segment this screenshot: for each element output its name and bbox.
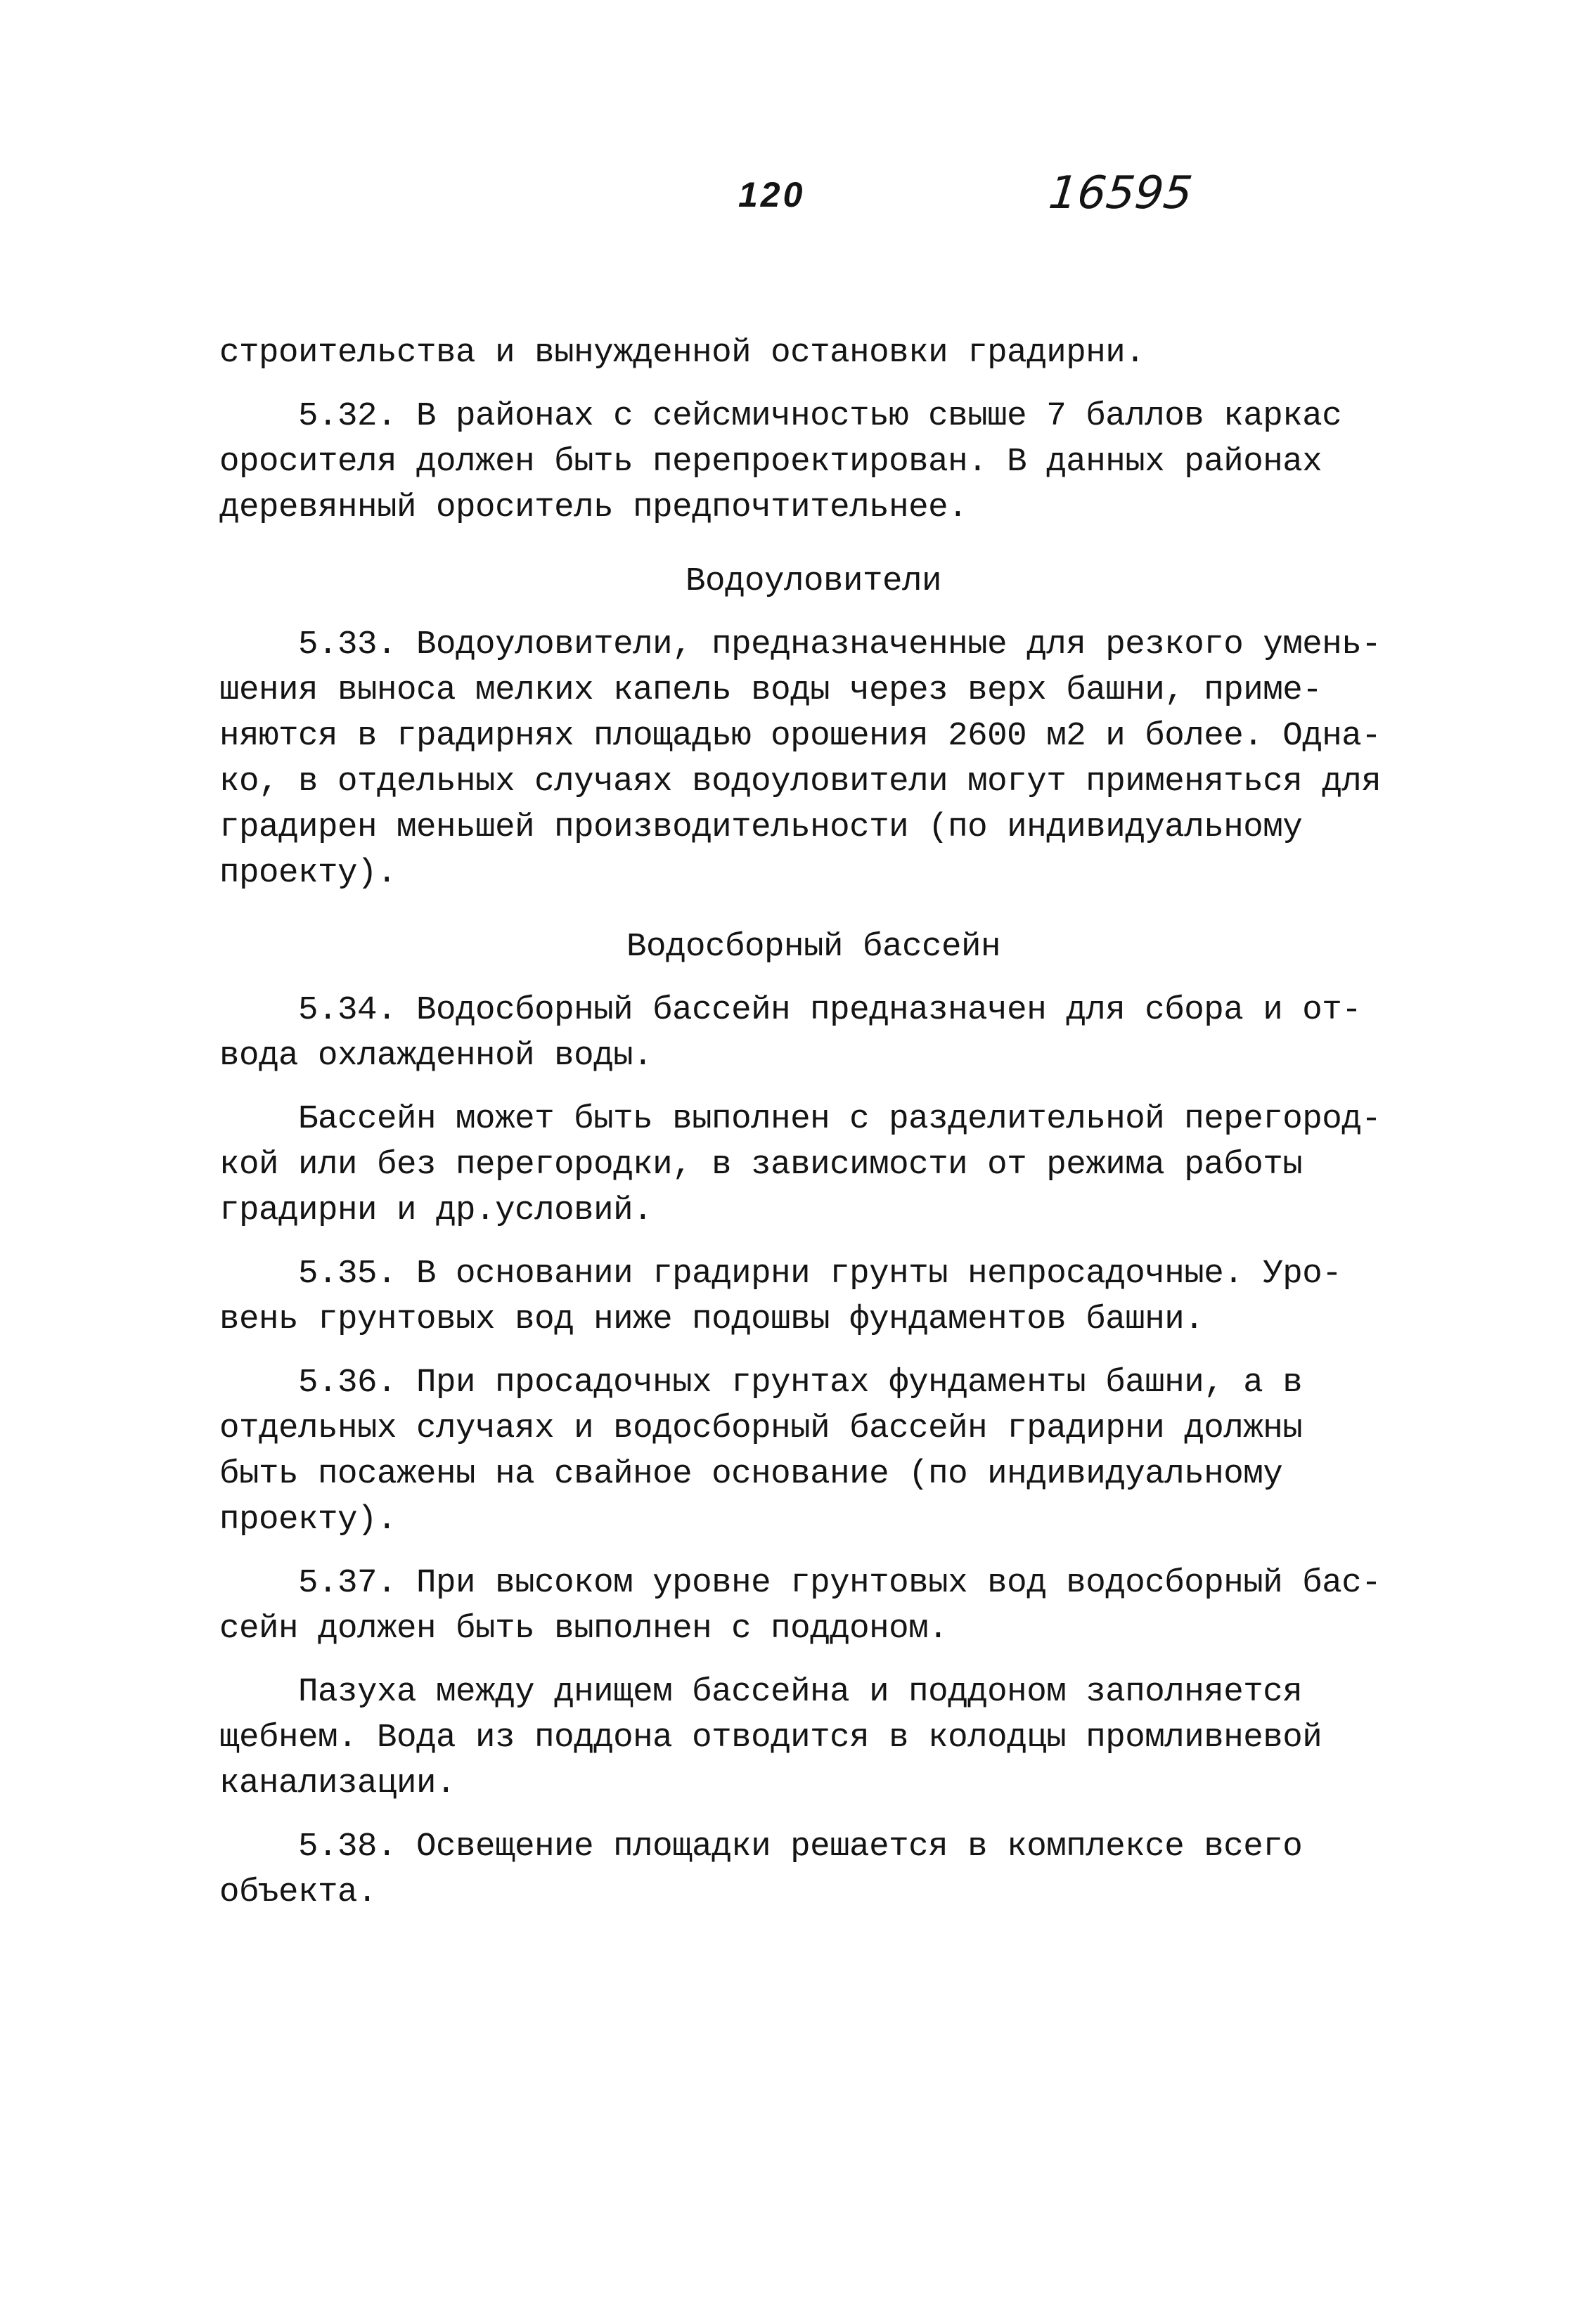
section-heading-collection-basin: Водосборный бассейн	[626, 928, 1001, 966]
text-line: строительства и вынужденной остановки градирни.	[219, 334, 1145, 372]
text-line: вень грунтовых вод ниже подошвы фундаментов башни.	[219, 1300, 1204, 1338]
text-line: 5.38. Освещение площадки решается в комплексе всего	[219, 1828, 1303, 1866]
text-line: вода охлажденной воды.	[219, 1037, 653, 1075]
text-line: проекту).	[219, 1501, 397, 1539]
text-line: проекту).	[219, 854, 397, 892]
paragraph-5-32	[219, 394, 1408, 531]
text-line: няются в градирнях площадью орошения 2600 м2 и более. Одна-	[219, 717, 1382, 755]
paragraph-5-35	[219, 1251, 1408, 1343]
document-body	[219, 330, 1408, 1916]
text-line: канализации.	[219, 1764, 456, 1802]
text-line: объекта.	[219, 1873, 378, 1911]
section-heading-water-catchers: Водоуловители	[685, 562, 942, 600]
paragraph-5-34	[219, 988, 1408, 1079]
paragraph-5-37-continued	[219, 1670, 1408, 1807]
text-line: градирен меньшей производительности (по индивидуальному	[219, 808, 1303, 846]
text-line: 5.36. При просадочных грунтах фундаменты башни, а в	[219, 1364, 1303, 1402]
text-line: кой или без перегородки, в зависимости от режима работы	[219, 1146, 1303, 1184]
text-line: 5.37. При высоком уровне грунтовых вод водосборный бас-	[219, 1564, 1382, 1602]
text-line: быть посажены на свайное основание (по индивидуальному	[219, 1455, 1283, 1493]
text-line: отдельных случаях и водосборный бассейн градирни должны	[219, 1409, 1303, 1447]
text-line: шения выноса мелких капель воды через верх башни, приме-	[219, 671, 1322, 709]
document-number: 16595	[1046, 167, 1195, 219]
text-line: Бассейн может быть выполнен с разделительной перегород-	[219, 1100, 1382, 1138]
paragraph-5-34-continued	[219, 1097, 1408, 1234]
paragraph-5-38	[219, 1824, 1408, 1916]
text-line: Пазуха между днищем бассейна и поддоном заполняется	[219, 1673, 1303, 1711]
text-line: ко, в отдельных случаях водоуловители могут применяться для	[219, 763, 1382, 801]
text-line: 5.33. Водоуловители, предназначенные для резкого умень-	[219, 626, 1382, 664]
paragraph-5-33	[219, 622, 1408, 896]
text-line: оросителя должен быть перепроектирован. В данных районах	[219, 443, 1322, 481]
page-number: 120	[738, 175, 806, 214]
text-line: щебнем. Вода из поддона отводится в колодцы промливневой	[219, 1719, 1322, 1757]
text-line: 5.35. В основании градирни грунты непросадочные. Уро-	[219, 1255, 1342, 1293]
paragraph-5-37	[219, 1561, 1408, 1652]
text-line: сейн должен быть выполнен с поддоном.	[219, 1610, 948, 1648]
text-line: деревянный ороситель предпочтительнее.	[219, 489, 968, 527]
text-line: 5.32. В районах с сейсмичностью свыше 7 баллов каркас	[219, 397, 1342, 435]
paragraph-continuation	[219, 330, 1408, 376]
text-line: 5.34. Водосборный бассейн предназначен для сбора и от-	[219, 991, 1362, 1029]
paragraph-5-36	[219, 1360, 1408, 1543]
text-line: градирни и др.условий.	[219, 1192, 653, 1229]
